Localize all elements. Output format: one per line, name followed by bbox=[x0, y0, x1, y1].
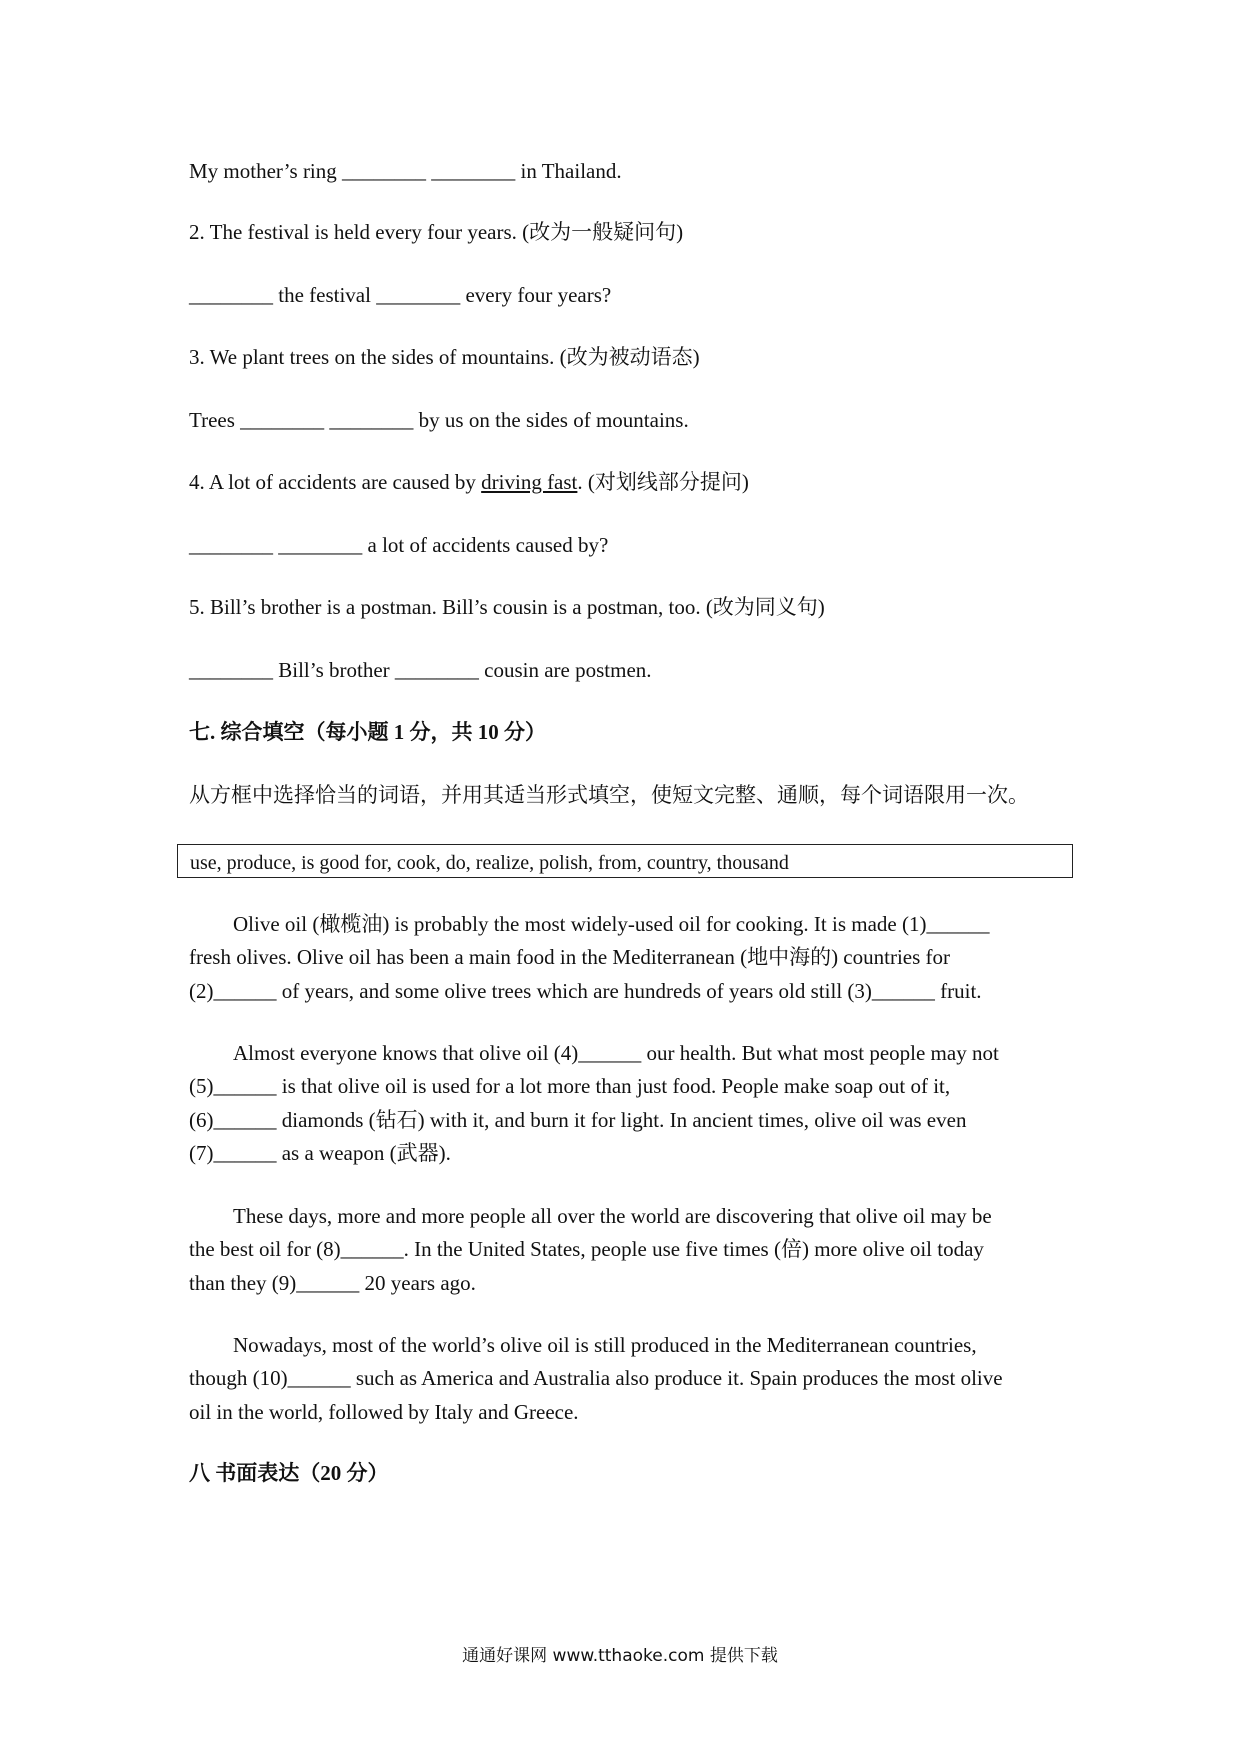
paragraph-line: Olive oil (橄榄油) is probably the most widely-used oil for cooking. It is made (1)______ bbox=[233, 912, 990, 936]
paragraph-line: fresh olives. Olive oil has been a main food in the Mediterranean (地中海的) countries for bbox=[189, 945, 951, 969]
section-7-instruction: 从方框中选择恰当的词语，并用其适当形式填空，使短文完整、通顺，每个词语限用一次。 bbox=[189, 783, 1029, 807]
paragraph-line: Nowadays, most of the world’s olive oil is still produced in the Mediterranean countries, bbox=[233, 1333, 977, 1357]
q4-before: 4. A lot of accidents are caused by bbox=[189, 470, 482, 494]
rewrite-answer-4: ________ ________ a lot of accidents caused by? bbox=[189, 533, 609, 557]
rewrite-question-2: 2. The festival is held every four years. (改为一般疑问句) bbox=[189, 220, 684, 244]
paragraph-line: the best oil for (8)______. In the United States, people use five times (倍) more olive oil today bbox=[189, 1237, 984, 1261]
q4-underlined-phrase: driving fast bbox=[481, 470, 578, 494]
rewrite-question-4 bbox=[189, 472, 749, 493]
word-box bbox=[177, 844, 1073, 878]
page-footer: 通通好课网 www.tthaoke.com 提供下载 bbox=[462, 1646, 778, 1666]
paragraph-line: (6)______ diamonds (钻石) with it, and burn it for light. In ancient times, olive oil was even bbox=[189, 1108, 967, 1132]
rewrite-answer-5: ________ Bill’s brother ________ cousin are postmen. bbox=[189, 658, 652, 682]
rewrite-answer-2: ________ the festival ________ every four years? bbox=[189, 283, 612, 307]
q4-after: . (对划线部分提问) bbox=[577, 470, 749, 494]
rewrite-answer-3: Trees ________ ________ by us on the sides of mountains. bbox=[189, 408, 689, 432]
rewrite-question-3: 3. We plant trees on the sides of mountains. (改为被动语态) bbox=[189, 345, 700, 369]
paragraph-line: though (10)______ such as America and Australia also produce it. Spain produces the most olive bbox=[189, 1366, 1003, 1390]
word-box-text: use, produce, is good for, cook, do, realize, polish, from, country, thousand bbox=[190, 852, 789, 874]
paragraph-line: than they (9)______ 20 years ago. bbox=[189, 1271, 476, 1295]
section-8-title: 八 书面表达（20 分） bbox=[189, 1461, 389, 1485]
paragraph-line: oil in the world, followed by Italy and Greece. bbox=[189, 1400, 579, 1424]
rewrite-question-5: 5. Bill’s brother is a postman. Bill’s cousin is a postman, too. (改为同义句) bbox=[189, 595, 825, 619]
paragraph-line: (7)______ as a weapon (武器). bbox=[189, 1141, 451, 1165]
paragraph-line: (5)______ is that olive oil is used for a lot more than just food. People make soap out of it, bbox=[189, 1074, 951, 1098]
rewrite-answer-1: My mother’s ring ________ ________ in Thailand. bbox=[189, 159, 622, 183]
paragraph-line: Almost everyone knows that olive oil (4)______ our health. But what most people may not bbox=[233, 1041, 999, 1065]
section-7-title: 七. 综合填空（每小题 1 分，共 10 分） bbox=[189, 720, 546, 744]
paragraph-line: These days, more and more people all over the world are discovering that olive oil may be bbox=[233, 1204, 992, 1228]
paragraph-line: (2)______ of years, and some olive trees which are hundreds of years old still (3)______ fruit. bbox=[189, 979, 982, 1003]
